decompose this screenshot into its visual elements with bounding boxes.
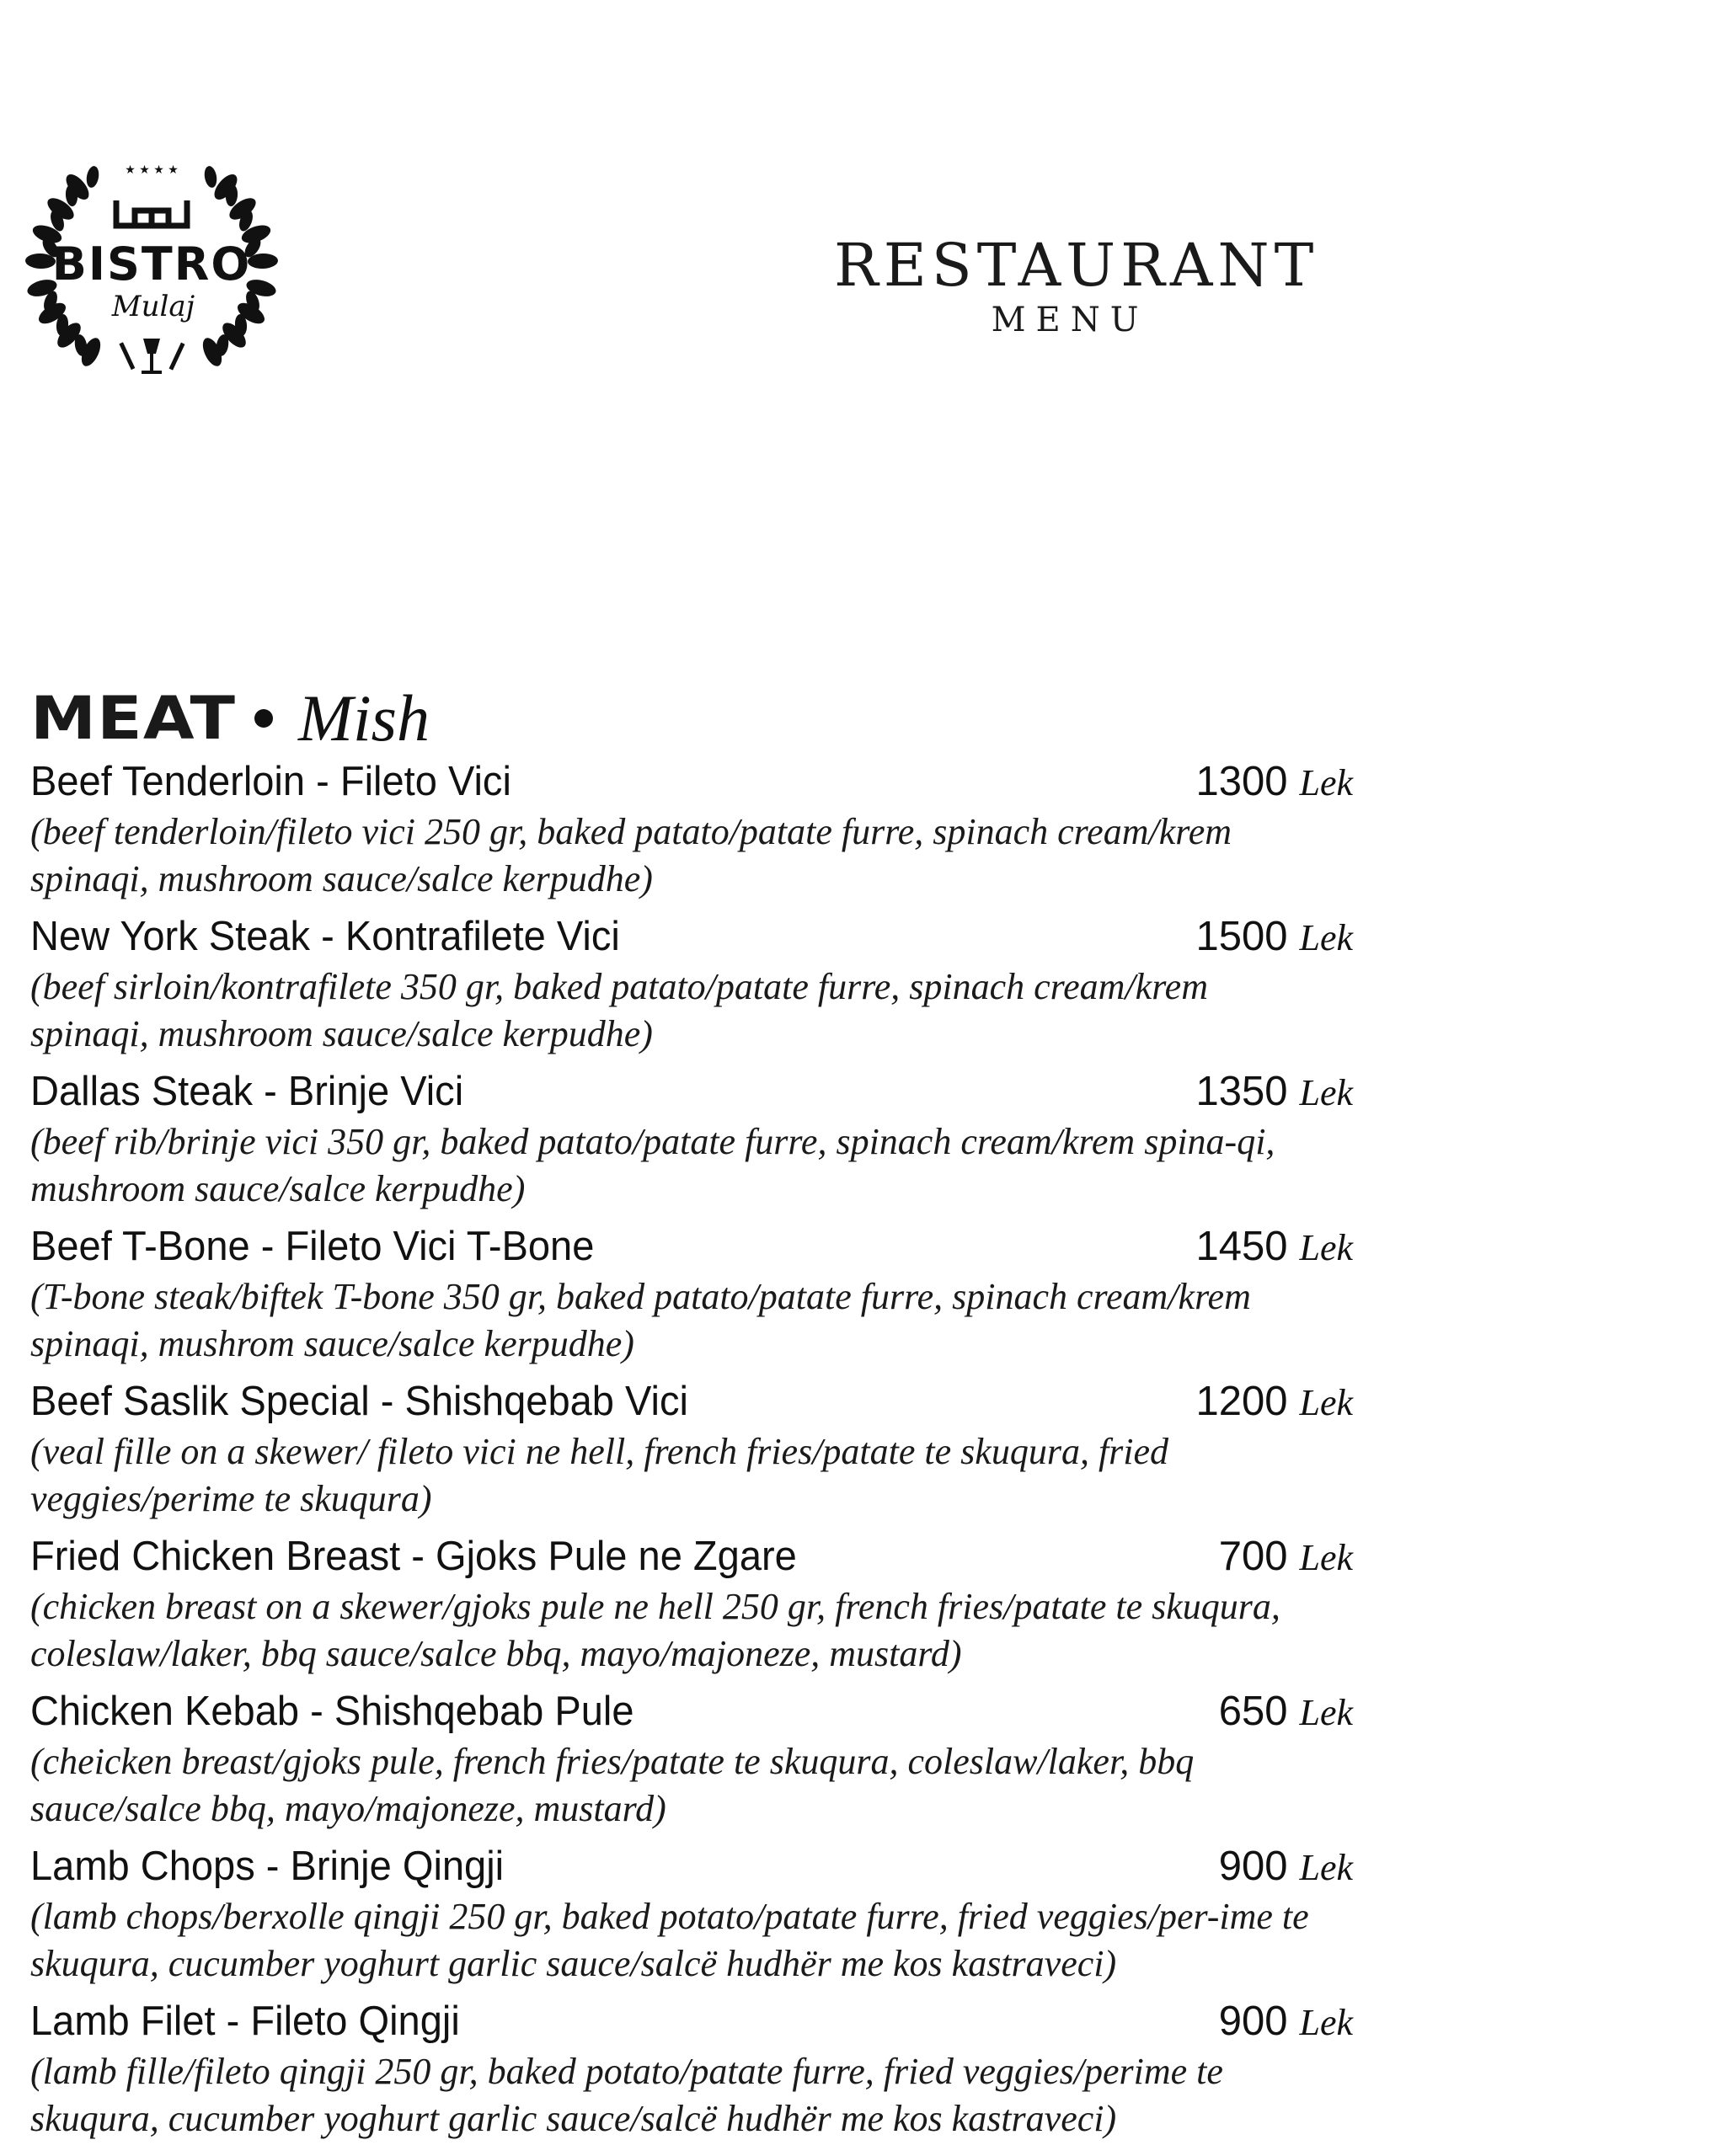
- menu-item: [30, 1533, 1353, 1688]
- menu-item-row: [30, 1223, 1353, 1270]
- menu-item-name: Lamb Chops - Brinje Qingji: [30, 1844, 505, 1889]
- menu-item-row: [30, 1688, 1353, 1735]
- menu-item-description: (veal fille on a skewer/ fileto vici ne hell, french fries/patate te skuqura, fried veggies/perime te skuqura): [30, 1431, 1169, 1519]
- menu-item-price: 1450: [1195, 1224, 1288, 1269]
- menu-item-description: (beef sirloin/kontrafilete 350 gr, baked patato/patate furre, spinach cream/krem spinaqi, mushroom sauce/salce kerpudhe): [30, 966, 1208, 1054]
- laurel-wreath-icon: [25, 143, 278, 396]
- menu-item: [30, 1998, 1353, 2153]
- menu-item-price: 1300: [1195, 759, 1288, 804]
- menu-item-description: (chicken breast on a skewer/gjoks pule ne hell 250 gr, french fries/patate te skuqura, coleslaw/laker, bbq sauce/salce bbq, mayo/majoneze, mustard): [30, 1586, 1280, 1674]
- menu-item-price-group: [1219, 1688, 1353, 1735]
- section-title: MEAT: [30, 684, 237, 753]
- menu-item-price: 1500: [1195, 914, 1288, 959]
- menu-item-price: 1200: [1195, 1379, 1288, 1424]
- menu-item-currency: Lek: [1299, 1537, 1353, 1578]
- menu-item-currency: Lek: [1299, 762, 1353, 803]
- menu-item: [30, 1843, 1353, 1998]
- menu-item-name: Fried Chicken Breast - Gjoks Pule ne Zgare: [30, 1534, 797, 1579]
- menu-item-row: [30, 1068, 1353, 1115]
- menu-item-description: (cheicken breast/gjoks pule, french fries/patate te skuqura, coleslaw/laker, bbq sauce/salce bbq, mayo/majoneze, mustard): [30, 1741, 1195, 1829]
- menu-item-price-group: [1195, 913, 1353, 960]
- menu-item-currency: Lek: [1299, 1382, 1353, 1423]
- menu-item-name: Beef T-Bone - Fileto Vici T-Bone: [30, 1224, 595, 1269]
- menu-item: [30, 1378, 1353, 1533]
- menu-item-price-group: [1219, 1533, 1353, 1580]
- menu-item-name: Dallas Steak - Brinje Vici: [30, 1069, 464, 1114]
- menu-item-row: [30, 913, 1353, 960]
- menu-item-row: [30, 1998, 1353, 2045]
- menu-item-currency: Lek: [1299, 1847, 1353, 1888]
- menu-item-price: 1350: [1195, 1069, 1288, 1114]
- menu-item-price-group: [1195, 758, 1353, 805]
- menu-item-price: 900: [1218, 1844, 1288, 1889]
- menu-list: [30, 758, 1353, 2153]
- section-heading: [30, 680, 1353, 756]
- menu-item-name: New York Steak - Kontrafilete Vici: [30, 914, 620, 959]
- menu-item: [30, 1688, 1353, 1843]
- menu-item-price-group: [1195, 1378, 1353, 1425]
- menu-header: [834, 231, 1319, 339]
- section-subtitle: Mish: [297, 681, 430, 755]
- logo-script-text: Mulaj: [111, 290, 195, 323]
- menu-item-price: 700: [1218, 1534, 1288, 1579]
- header-subtitle: MENU: [991, 301, 1149, 339]
- svg-text:★ ★ ★ ★: ★ ★ ★ ★: [125, 163, 179, 177]
- logo-brand-text: BISTRO: [51, 237, 252, 291]
- menu-item-price-group: [1195, 1068, 1353, 1115]
- menu-item-currency: Lek: [1299, 1227, 1353, 1268]
- building-icon: [116, 200, 187, 226]
- meat-section: [30, 680, 1353, 2153]
- menu-item-price-group: [1219, 1843, 1353, 1890]
- menu-item-name: Lamb Filet - Fileto Qingji: [30, 1999, 460, 2044]
- menu-item-name: Beef Saslik Special - Shishqebab Vici: [30, 1379, 688, 1424]
- menu-item-row: [30, 1378, 1353, 1425]
- menu-item-name: Beef Tenderloin - Fileto Vici: [30, 759, 511, 804]
- menu-item: [30, 1223, 1353, 1378]
- bistro-logo: [25, 143, 278, 396]
- menu-item-row: [30, 1533, 1353, 1580]
- menu-item-description: (beef tenderloin/fileto vici 250 gr, baked patato/patate furre, spinach cream/krem spinaqi, mushroom sauce/salce kerpudhe): [30, 811, 1232, 899]
- menu-item-currency: Lek: [1299, 917, 1353, 958]
- menu-item: [30, 1068, 1353, 1223]
- menu-item-description: (T-bone steak/biftek T-bone 350 gr, baked patato/patate furre, spinach cream/krem spinaqi, mushrom sauce/salce kerpudhe): [30, 1276, 1251, 1364]
- menu-item-price-group: [1219, 1998, 1353, 2045]
- menu-item-currency: Lek: [1299, 1692, 1353, 1733]
- menu-item-name: Chicken Kebab - Shishqebab Pule: [30, 1689, 634, 1734]
- menu-item-row: [30, 1843, 1353, 1890]
- menu-item-price: 650: [1218, 1689, 1288, 1734]
- header-title: RESTAURANT: [834, 231, 1319, 300]
- menu-item-description: (lamb fille/fileto qingji 250 gr, baked potato/patate furre, fried veggies/perime te skuqura, cucumber yoghurt garlic sauce/salcë hudhër me kos kastraveci): [30, 2051, 1223, 2139]
- menu-item-description: (beef rib/brinje vici 350 gr, baked patato/patate furre, spinach cream/krem spina-qi, mushroom sauce/salce kerpudhe): [30, 1121, 1275, 1209]
- menu-item-row: [30, 758, 1353, 805]
- menu-item-description: (lamb chops/berxolle qingji 250 gr, baked potato/patate furre, fried veggies/per-ime te skuqura, cucumber yoghurt garlic sauce/salcë hudhër me kos kastraveci): [30, 1896, 1309, 1984]
- menu-item-price: 900: [1218, 1999, 1288, 2044]
- menu-item-currency: Lek: [1299, 1072, 1353, 1113]
- menu-item-currency: Lek: [1299, 2002, 1353, 2043]
- menu-item: [30, 758, 1353, 913]
- cutlery-icon: [119, 339, 184, 374]
- bullet-icon: [254, 709, 273, 728]
- menu-item-price-group: [1195, 1223, 1353, 1270]
- menu-item: [30, 913, 1353, 1068]
